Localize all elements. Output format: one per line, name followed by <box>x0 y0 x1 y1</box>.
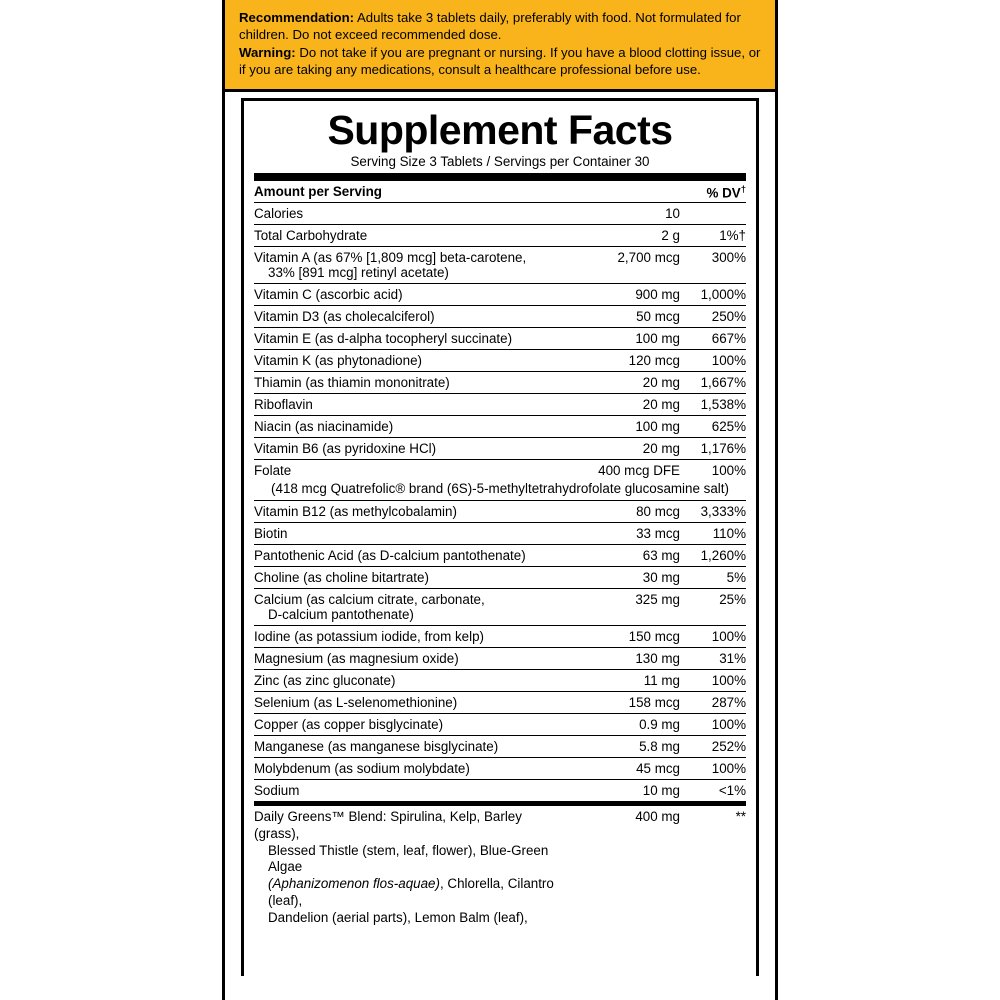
header-spacer <box>570 177 680 203</box>
nutrient-name: Iodine (as potassium iodide, from kelp) <box>254 626 570 648</box>
nutrient-name: Calories <box>254 203 570 225</box>
nutrient-dv: 100% <box>680 714 746 736</box>
nutrient-amount: 900 mg <box>570 284 680 306</box>
nutrient-name: Vitamin B6 (as pyridoxine HCl) <box>254 438 570 460</box>
header-dv-dagger: † <box>740 183 746 195</box>
nutrient-amount: 2,700 mcg <box>570 247 680 284</box>
nutrient-amount: 10 <box>570 203 680 225</box>
nutrient-amount: 20 mg <box>570 394 680 416</box>
table-row <box>254 567 746 589</box>
nutrient-amount: 50 mcg <box>570 306 680 328</box>
nutrient-amount: 100 mg <box>570 328 680 350</box>
recommendation-paragraph <box>239 10 763 43</box>
nutrient-amount: 2 g <box>570 225 680 247</box>
supplement-facts-title: Supplement Facts <box>327 106 673 153</box>
table-row <box>254 648 746 670</box>
header-percent-dv <box>680 177 746 203</box>
blend-amount: 400 mg <box>570 804 680 930</box>
nutrient-amount: 20 mg <box>570 438 680 460</box>
nutrient-amount: 120 mcg <box>570 350 680 372</box>
label-panel <box>222 0 778 1000</box>
warning-text: Do not take if you are pregnant or nursing. If you have a blood clotting issue, or if you are taking any medications, consult a healthcare professional before use. <box>239 45 761 77</box>
nutrient-name: Total Carbohydrate <box>254 225 570 247</box>
nutrient-name: Biotin <box>254 523 570 545</box>
nutrient-dv: 25% <box>680 589 746 626</box>
nutrient-name: Zinc (as zinc gluconate) <box>254 670 570 692</box>
nutrient-dv: 110% <box>680 523 746 545</box>
nutrient-amount: 325 mg <box>570 589 680 626</box>
table-row <box>254 670 746 692</box>
nutrient-name: Vitamin C (ascorbic acid) <box>254 284 570 306</box>
nutrient-dv: 100% <box>680 460 746 482</box>
nutrient-amount: 158 mcg <box>570 692 680 714</box>
table-row <box>254 372 746 394</box>
nutrient-name-line1: Vitamin A (as 67% [1,809 mcg] beta-carotene, <box>254 250 527 266</box>
recommendation-text: Adults take 3 tablets daily, preferably with food. Not formulated for children. Do not exceed recommended dose. <box>239 10 741 42</box>
nutrient-name: Sodium <box>254 780 570 804</box>
nutrient-name-line2: 33% [891 mcg] retinyl acetate) <box>268 265 449 281</box>
header-dv-text: % DV <box>706 185 741 201</box>
table-row <box>254 692 746 714</box>
header-amount-per-serving: Amount per Serving <box>254 177 570 203</box>
nutrient-dv: 100% <box>680 626 746 648</box>
nutrient-name: Thiamin (as thiamin mononitrate) <box>254 372 570 394</box>
nutrient-name: Pantothenic Acid (as D-calcium pantothenate) <box>254 545 570 567</box>
nutrient-amount: 11 mg <box>570 670 680 692</box>
table-row <box>254 416 746 438</box>
table-row <box>254 460 746 482</box>
nutrient-dv: 300% <box>680 247 746 284</box>
table-row <box>254 438 746 460</box>
nutrient-dv: 31% <box>680 648 746 670</box>
nutrient-amount: 63 mg <box>570 545 680 567</box>
table-row <box>254 225 746 247</box>
table-row <box>254 545 746 567</box>
nutrient-amount: 33 mcg <box>570 523 680 545</box>
nutrient-name: Choline (as choline bitartrate) <box>254 567 570 589</box>
nutrient-dv: 100% <box>680 758 746 780</box>
nutrient-amount: 150 mcg <box>570 626 680 648</box>
nutrient-dv: 667% <box>680 328 746 350</box>
nutrient-name: Vitamin K (as phytonadione) <box>254 350 570 372</box>
table-row <box>254 306 746 328</box>
nutrient-name: Copper (as copper bisglycinate) <box>254 714 570 736</box>
blend-line-3 <box>254 876 570 910</box>
recommendation-label: Recommendation: <box>239 10 355 25</box>
blend-line-3-rest: , Chlorella, Cilantro (leaf), <box>268 876 554 908</box>
table-row <box>254 714 746 736</box>
nutrient-dv: 250% <box>680 306 746 328</box>
folate-note: (418 mcg Quatrefolic® brand (6S)-5-methyltetrahydrofolate glucosamine salt) <box>271 481 729 497</box>
nutrient-amount: 45 mcg <box>570 758 680 780</box>
nutrient-dv: 1,260% <box>680 545 746 567</box>
folate-note-row <box>254 481 746 501</box>
nutrient-name <box>254 589 570 626</box>
table-row <box>254 523 746 545</box>
table-row <box>254 736 746 758</box>
table-row <box>254 394 746 416</box>
nutrient-dv: 625% <box>680 416 746 438</box>
table-row <box>254 247 746 284</box>
nutrient-name: Vitamin E (as d-alpha tocopheryl succinate) <box>254 328 570 350</box>
nutrient-name: Vitamin B12 (as methylcobalamin) <box>254 501 570 523</box>
warning-label: Warning: <box>239 45 296 61</box>
nutrient-dv: 5% <box>680 567 746 589</box>
serving-size-text: Serving Size 3 Tablets / Servings per Container 30 <box>350 153 650 169</box>
nutrient-name <box>254 247 570 284</box>
nutrient-name: Folate <box>254 460 570 482</box>
nutrient-name-line2: D-calcium pantothenate) <box>268 607 414 623</box>
table-row <box>254 758 746 780</box>
blend-line-2: Blessed Thistle (stem, leaf, flower), Blue-Green Algae <box>268 842 549 875</box>
nutrient-dv: 3,333% <box>680 501 746 523</box>
warning-paragraph <box>239 45 763 78</box>
nutrient-name-line1: Calcium (as calcium citrate, carbonate, <box>254 592 485 608</box>
supplement-facts-box <box>241 98 759 976</box>
nutrient-name: Vitamin D3 (as cholecalciferol) <box>254 306 570 328</box>
nutrient-amount: 130 mg <box>570 648 680 670</box>
blend-line-1: Daily Greens™ Blend: Spirulina, Kelp, Barley (grass), <box>254 809 522 841</box>
nutrition-table <box>254 173 746 930</box>
nutrient-amount: 80 mcg <box>570 501 680 523</box>
nutrient-name: Magnesium (as magnesium oxide) <box>254 648 570 670</box>
nutrient-dv: 1,538% <box>680 394 746 416</box>
table-row <box>254 328 746 350</box>
table-row <box>254 626 746 648</box>
warning-band <box>225 0 775 92</box>
nutrient-dv: <1% <box>680 780 746 804</box>
nutrient-dv: 252% <box>680 736 746 758</box>
nutrient-name: Molybdenum (as sodium molybdate) <box>254 758 570 780</box>
nutrient-name: Riboflavin <box>254 394 570 416</box>
nutrient-name: Niacin (as niacinamide) <box>254 416 570 438</box>
nutrient-dv: 1,000% <box>680 284 746 306</box>
table-row <box>254 589 746 626</box>
nutrient-amount: 100 mg <box>570 416 680 438</box>
nutrient-name: Manganese (as manganese bisglycinate) <box>254 736 570 758</box>
nutrient-dv: 1%† <box>680 225 746 247</box>
nutrient-dv: 287% <box>680 692 746 714</box>
blend-row <box>254 804 746 930</box>
nutrient-amount: 30 mg <box>570 567 680 589</box>
table-row <box>254 350 746 372</box>
nutrient-dv <box>680 203 746 225</box>
blend-dv: ** <box>680 804 746 930</box>
table-row <box>254 203 746 225</box>
supplement-facts-section <box>225 92 775 976</box>
nutrient-amount: 5.8 mg <box>570 736 680 758</box>
table-header-row <box>254 177 746 203</box>
nutrient-amount: 20 mg <box>570 372 680 394</box>
nutrient-dv: 100% <box>680 670 746 692</box>
nutrient-amount: 400 mcg DFE <box>570 460 680 482</box>
table-row <box>254 501 746 523</box>
blend-line-3-italic: (Aphanizomenon flos-aquae) <box>268 876 440 892</box>
nutrient-dv: 1,667% <box>680 372 746 394</box>
nutrient-name: Selenium (as L-selenomethionine) <box>254 692 570 714</box>
nutrient-amount: 0.9 mg <box>570 714 680 736</box>
table-row <box>254 780 746 804</box>
nutrient-amount: 10 mg <box>570 780 680 804</box>
nutrient-dv: 1,176% <box>680 438 746 460</box>
nutrient-dv: 100% <box>680 350 746 372</box>
blend-name <box>254 804 570 930</box>
blend-line-4: Dandelion (aerial parts), Lemon Balm (leaf), <box>268 909 528 925</box>
table-row <box>254 284 746 306</box>
